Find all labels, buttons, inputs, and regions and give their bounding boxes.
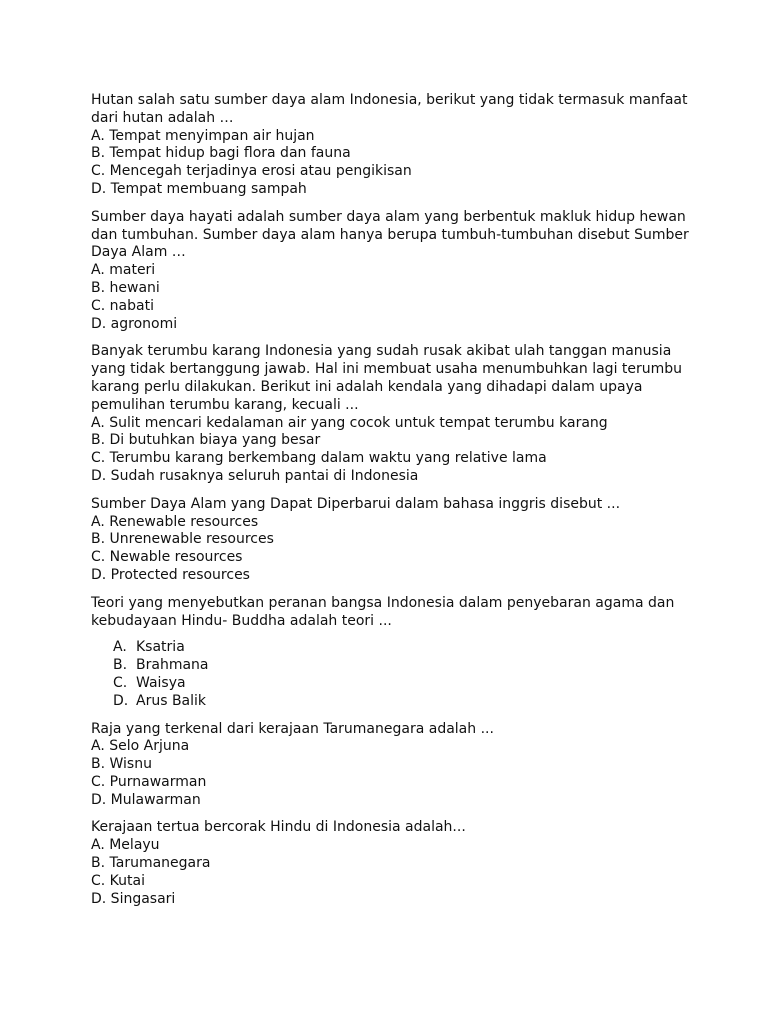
- answer-option-d: D. Tempat membuang sampah: [91, 180, 307, 197]
- answer-option-c: C. Terumbu karang berkembang dalam waktu yang relative lama: [91, 450, 547, 467]
- answer-option-b: B. hewani: [91, 279, 160, 296]
- answer-option-b: B. Tempat hidup bagi flora dan fauna: [91, 145, 351, 162]
- question-1: [91, 92, 691, 199]
- answer-option-c: C. Purnawarman: [91, 773, 207, 790]
- document-page: [91, 92, 691, 918]
- answer-option-b: B. Unrenewable resources: [91, 531, 274, 548]
- option-label: Ksatria: [136, 639, 185, 656]
- answer-option-b: B. Wisnu: [91, 756, 152, 773]
- answer-option-a: A. Sulit mencari kedalaman air yang cocok untuk tempat terumbu karang: [91, 414, 608, 431]
- question-7: [91, 819, 691, 908]
- question-text: Hutan salah satu sumber daya alam Indonesia, berikut yang tidak termasuk manfaat dari hutan adalah …: [91, 92, 688, 126]
- question-6: [91, 721, 691, 810]
- question-text: Raja yang terkenal dari kerajaan Tarumanegara adalah ...: [91, 720, 494, 737]
- answer-option-a: A. Renewable resources: [91, 513, 259, 530]
- option-letter: C.: [113, 674, 128, 691]
- option-letter: A.: [113, 639, 127, 656]
- answer-option-d: D. Protected resources: [91, 566, 250, 583]
- answer-option-a: A. Melayu: [91, 837, 160, 854]
- answer-option-d: D. Mulawarman: [91, 791, 201, 808]
- answer-option-d: D. Singasari: [91, 890, 176, 907]
- answer-option-a: A. Tempat menyimpan air hujan: [91, 127, 315, 144]
- question-3: [91, 343, 691, 485]
- question-4: [91, 496, 691, 585]
- answer-list: [113, 639, 691, 710]
- answer-option-d: [113, 693, 691, 711]
- question-5: [91, 595, 691, 711]
- answer-option-d: D. Sudah rusaknya seluruh pantai di Indonesia: [91, 467, 419, 484]
- answer-option-d: D. agronomi: [91, 315, 178, 332]
- answer-option-c: C. Kutai: [91, 872, 145, 889]
- question-text: Sumber Daya Alam yang Dapat Diperbarui dalam bahasa inggris disebut ...: [91, 495, 621, 512]
- option-letter: D.: [113, 692, 129, 709]
- answer-option-c: [113, 675, 691, 693]
- answer-option-b: B. Di butuhkan biaya yang besar: [91, 432, 321, 449]
- answer-option-a: A. materi: [91, 262, 156, 279]
- option-label: Waisya: [136, 674, 186, 691]
- option-label: Brahmana: [136, 657, 209, 674]
- answer-option-c: C. Mencegah terjadinya erosi atau pengikisan: [91, 163, 412, 180]
- question-2: [91, 209, 691, 334]
- answer-option-a: [113, 639, 691, 657]
- answer-option-c: C. Newable resources: [91, 549, 243, 566]
- answer-option-c: C. nabati: [91, 297, 154, 314]
- question-text: Sumber daya hayati adalah sumber daya alam yang berbentuk makluk hidup hewan dan tumbuhan. Sumber daya alam hanya berupa tumbuh-tumbuhan disebut Sumber Daya Alam …: [91, 208, 689, 261]
- option-letter: B.: [113, 657, 128, 674]
- question-text: Kerajaan tertua bercorak Hindu di Indonesia adalah...: [91, 819, 466, 836]
- answer-option-a: A. Selo Arjuna: [91, 738, 190, 755]
- option-label: Arus Balik: [136, 692, 207, 709]
- answer-option-b: [113, 657, 691, 675]
- answer-option-b: B. Tarumanegara: [91, 855, 211, 872]
- question-text: Banyak terumbu karang Indonesia yang sudah rusak akibat ulah tanggan manusia yang tidak bertanggung jawab. Hal ini membuat usaha menumbuhkan lagi terumbu karang perlu dilakukan. Berikut ini adalah kendala yang dihadapi dalam upaya pemulihan terumbu karang, kecuali ...: [91, 343, 683, 413]
- question-text: Teori yang menyebutkan peranan bangsa Indonesia dalam penyebaran agama dan kebudayaan Hindu- Buddha adalah teori ...: [91, 594, 675, 629]
